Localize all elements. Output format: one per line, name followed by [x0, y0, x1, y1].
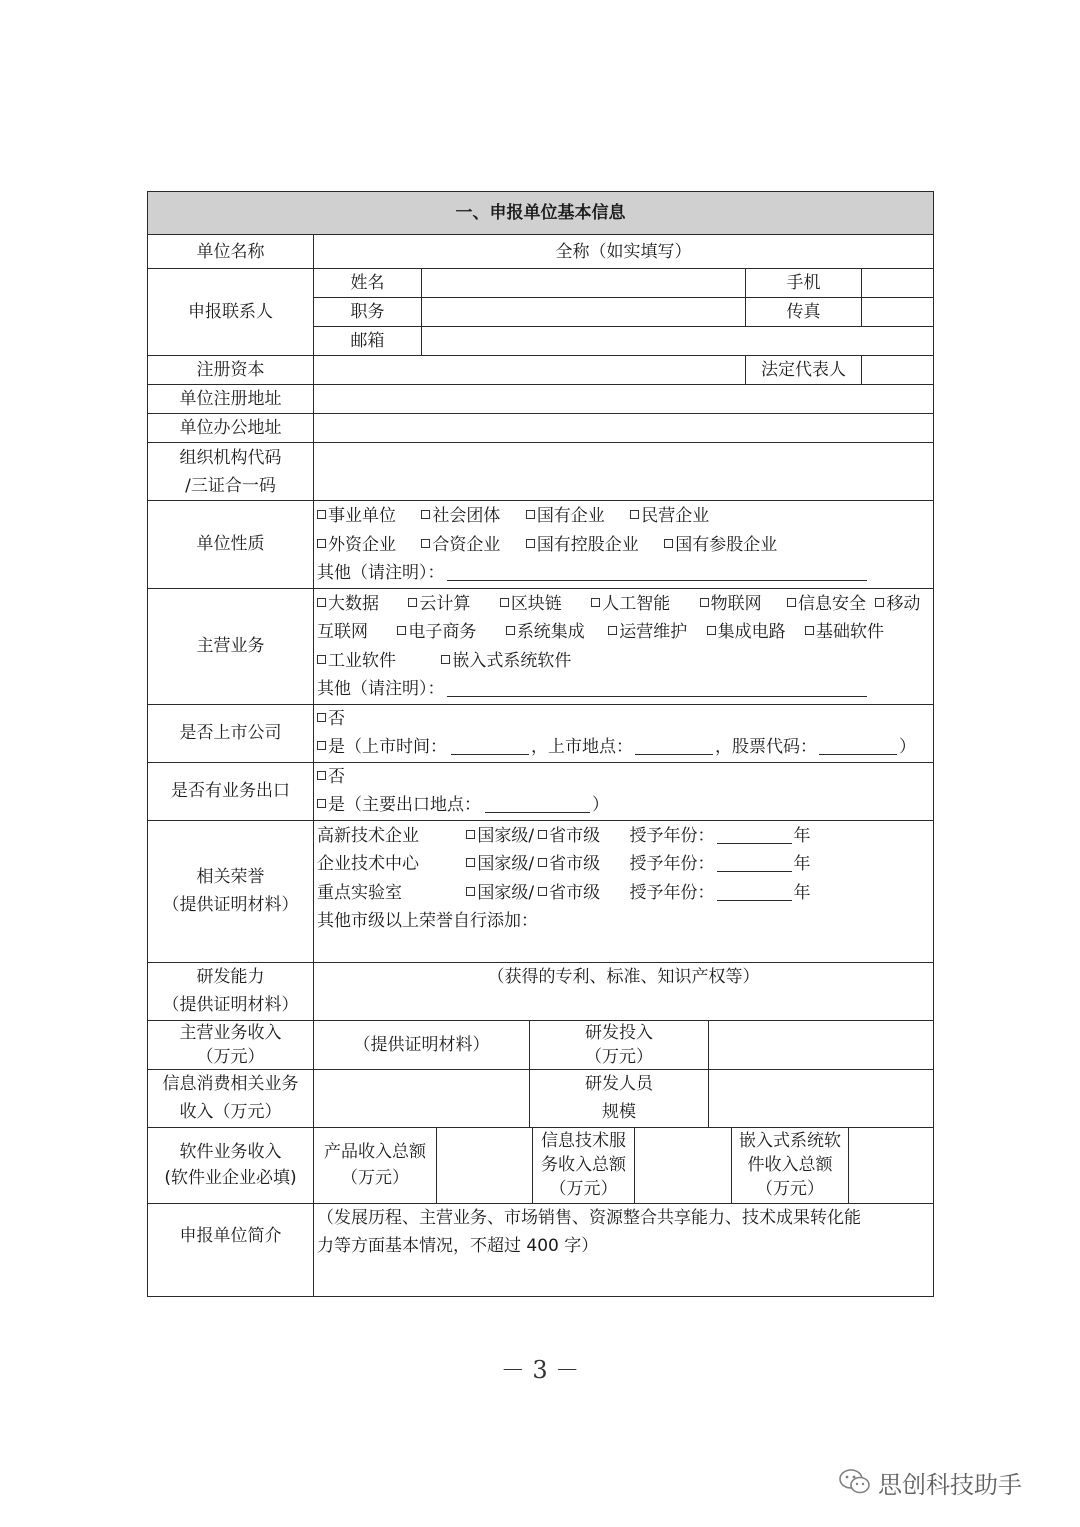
honor-year-field[interactable]: [717, 823, 792, 844]
honor-provincial-option[interactable]: 省市级: [538, 826, 602, 846]
contact-mobile-label: 手机: [746, 269, 862, 297]
reg-address-field[interactable]: [314, 385, 934, 414]
honor-year-unit: 年: [793, 854, 811, 874]
nature-option[interactable]: 合资企业: [421, 535, 502, 555]
info-income-label-line2: 收入（万元）: [179, 1102, 282, 1122]
honor-year-label: 授予年份：: [629, 854, 715, 874]
contact-fax-label: 传真: [746, 298, 862, 326]
embedded-income-field[interactable]: [849, 1128, 933, 1203]
honor-national-option[interactable]: 国家级/: [466, 883, 536, 903]
main-income-label: [148, 1020, 314, 1069]
honor-name: 重点实验室: [317, 882, 402, 903]
nature-option[interactable]: 国有控股企业: [526, 535, 641, 555]
listed-options: [314, 704, 934, 762]
business-option[interactable]: 运营维护: [608, 622, 689, 642]
honor-year-field[interactable]: [717, 851, 792, 872]
capital-field[interactable]: [314, 356, 746, 385]
main-income-label-line2: （万元）: [196, 1046, 265, 1067]
listed-close: ）: [899, 736, 916, 757]
software-income-label: [148, 1127, 314, 1203]
business-option[interactable]: 移动: [875, 594, 922, 614]
listed-no-option[interactable]: 否: [317, 709, 347, 729]
unit-name-field[interactable]: [314, 235, 934, 269]
org-code-label: [148, 443, 314, 501]
rd-staff-label: [530, 1070, 709, 1127]
org-code-label-line1: 组织机构代码: [179, 447, 282, 468]
business-option-continued: 互联网: [317, 622, 368, 642]
rd-staff-label-line2: 规模: [602, 1102, 636, 1122]
intro-field[interactable]: [314, 1203, 934, 1296]
intro-label: 申报单位简介: [148, 1203, 314, 1296]
software-income-label-line2: (软件业企业必填): [164, 1168, 297, 1188]
honor-row: [317, 822, 930, 851]
honor-national-option[interactable]: 国家级/: [466, 854, 536, 874]
reg-address-label: 单位注册地址: [148, 385, 314, 414]
watermark-text: 思创科技助手: [878, 1470, 1022, 1499]
business-option[interactable]: 人工智能: [591, 594, 672, 614]
listed-label: 是否上市公司: [148, 704, 314, 762]
export-place-field[interactable]: [485, 792, 590, 813]
honors-options: [314, 820, 934, 962]
export-no-option[interactable]: 否: [317, 767, 347, 787]
honors-label-line2: （提供证明材料）: [162, 895, 299, 915]
listed-time-field[interactable]: [451, 734, 529, 755]
honor-year-unit: 年: [793, 882, 811, 903]
business-option[interactable]: 工业软件: [317, 651, 398, 671]
main-income-field[interactable]: [314, 1020, 530, 1069]
contact-position-label: 职务: [314, 298, 422, 327]
business-other-label: 其他（请注明）：: [317, 679, 445, 699]
nature-option[interactable]: 民营企业: [630, 506, 711, 526]
org-code-field[interactable]: [314, 443, 934, 501]
rd-invest-label: [530, 1021, 709, 1069]
business-option[interactable]: 大数据: [317, 594, 381, 614]
intro-hint-line1: （发展历程、主营业务、市场销售、资源整合共享能力、技术成果转化能: [317, 1207, 861, 1228]
rd-ability-field[interactable]: [314, 962, 934, 1020]
business-option[interactable]: 集成电路: [707, 622, 788, 642]
it-service-income-field[interactable]: [635, 1128, 732, 1203]
export-yes-option[interactable]: 是（主要出口地点：: [317, 795, 483, 815]
office-address-label: 单位办公地址: [148, 414, 314, 443]
contact-mobile-cell: [746, 269, 934, 298]
nature-option[interactable]: 事业单位: [317, 506, 398, 526]
contact-label: 申报联系人: [148, 269, 314, 356]
software-income-cells: [314, 1127, 934, 1203]
contact-email-label: 邮箱: [314, 327, 422, 356]
rd-invest-label-line1: 研发投入: [585, 1022, 653, 1043]
listed-place-field[interactable]: [635, 734, 713, 755]
export-label: 是否有业务出口: [148, 762, 314, 820]
info-income-label-line1: 信息消费相关业务: [162, 1074, 299, 1094]
honor-name: 高新技术企业: [317, 825, 419, 846]
office-address-field[interactable]: [314, 414, 934, 443]
rd-staff-label-line1: 研发人员: [585, 1074, 653, 1094]
contact-position-field[interactable]: [422, 298, 746, 327]
honors-other-label: 其他市级以上荣誉自行添加：: [317, 911, 538, 931]
rd-ability-label-line1: 研发能力: [196, 967, 265, 987]
product-income-field[interactable]: [437, 1128, 533, 1203]
product-income-label: 产品收入总额 （万元）: [314, 1128, 437, 1203]
page-number: － 3 －: [500, 1356, 580, 1384]
nature-label: 单位性质: [148, 501, 314, 589]
contact-name-label: 姓名: [314, 269, 422, 298]
watermark: [838, 1462, 1058, 1502]
wechat-icon: [838, 1467, 872, 1497]
business-option[interactable]: 嵌入式系统软件: [441, 651, 573, 671]
honor-row: [317, 850, 930, 879]
listed-place-label: ，上市地点：: [531, 736, 633, 757]
contact-fax-field[interactable]: [862, 298, 933, 326]
info-income-field[interactable]: [314, 1069, 530, 1127]
listed-code-field[interactable]: [819, 734, 897, 755]
honor-provincial-option[interactable]: 省市级: [538, 883, 602, 903]
rd-invest-field[interactable]: [709, 1021, 933, 1069]
main-income-label-line1: 主营业务收入: [179, 1022, 282, 1043]
honor-row: [317, 879, 930, 908]
unit-name-label: 单位名称: [148, 235, 314, 269]
business-other-field[interactable]: [447, 676, 867, 697]
contact-email-field[interactable]: [422, 327, 934, 356]
intro-hint-line2: 力等方面基本情况，不超过 400 字）: [317, 1235, 599, 1256]
honor-provincial-option[interactable]: 省市级: [538, 854, 602, 874]
honor-year-unit: 年: [793, 825, 811, 846]
nature-option[interactable]: 国有参股企业: [664, 535, 779, 555]
listed-code-label: ，股票代码：: [715, 736, 817, 757]
org-code-label-line2: /三证合一码: [185, 475, 276, 496]
honor-name: 企业技术中心: [317, 854, 419, 874]
rd-staff-cell: [530, 1069, 934, 1127]
export-close: ）: [592, 794, 609, 815]
rd-ability-label: [148, 962, 314, 1020]
business-label: 主营业务: [148, 588, 314, 704]
listed-yes-option[interactable]: 是（上市时间：: [317, 737, 449, 757]
business-option[interactable]: 云计算: [408, 594, 472, 614]
table-title: 一、申报单位基本信息: [148, 192, 934, 235]
main-income-hint: （提供证明材料）: [353, 1034, 490, 1055]
business-option[interactable]: 信息安全: [787, 594, 868, 614]
rd-invest-cell: [530, 1020, 934, 1069]
business-option[interactable]: 系统集成: [506, 622, 587, 642]
nature-other-label: 其他（请注明）：: [317, 563, 445, 583]
rd-invest-label-line2: （万元）: [585, 1046, 653, 1067]
business-option[interactable]: 区块链: [500, 594, 564, 614]
nature-options: [314, 501, 934, 589]
rd-ability-label-line2: （提供证明材料）: [162, 995, 299, 1015]
capital-label: 注册资本: [148, 356, 314, 385]
embedded-income-label: 嵌入式系统软 件收入总额 （万元）: [732, 1128, 849, 1203]
business-option[interactable]: 电子商务: [397, 622, 478, 642]
legal-rep-label: 法定代表人: [746, 356, 862, 384]
honor-year-label: 授予年份：: [629, 825, 715, 846]
export-options: [314, 762, 934, 820]
rd-ability-hint: （获得的专利、标准、知识产权等）: [487, 966, 760, 987]
software-income-label-line1: 软件业务收入: [179, 1142, 282, 1162]
honors-label: [148, 820, 314, 962]
nature-option[interactable]: 外资企业: [317, 535, 398, 555]
legal-rep-field[interactable]: [862, 356, 933, 384]
honor-national-option[interactable]: 国家级/: [466, 826, 536, 846]
honor-year-field[interactable]: [717, 880, 792, 901]
it-service-income-label: 信息技术服 务收入总额 （万元）: [533, 1128, 635, 1203]
contact-fax-cell: [746, 298, 934, 327]
unit-name-hint: 全称（如实填写）: [555, 241, 692, 262]
business-option[interactable]: 物联网: [700, 594, 764, 614]
nature-other-field[interactable]: [447, 560, 867, 581]
rd-staff-field[interactable]: [709, 1070, 933, 1127]
nature-option[interactable]: 社会团体: [421, 506, 502, 526]
contact-name-field[interactable]: [422, 269, 746, 298]
contact-mobile-field[interactable]: [862, 269, 933, 297]
honor-year-label: 授予年份：: [629, 882, 715, 903]
honors-label-line1: 相关荣誉: [196, 867, 265, 887]
application-form-table: [147, 191, 934, 1297]
nature-option[interactable]: 国有企业: [526, 506, 607, 526]
info-income-label: [148, 1069, 314, 1127]
business-options: [314, 588, 934, 704]
business-option[interactable]: 基础软件: [805, 622, 886, 642]
legal-rep-cell: [746, 356, 934, 385]
